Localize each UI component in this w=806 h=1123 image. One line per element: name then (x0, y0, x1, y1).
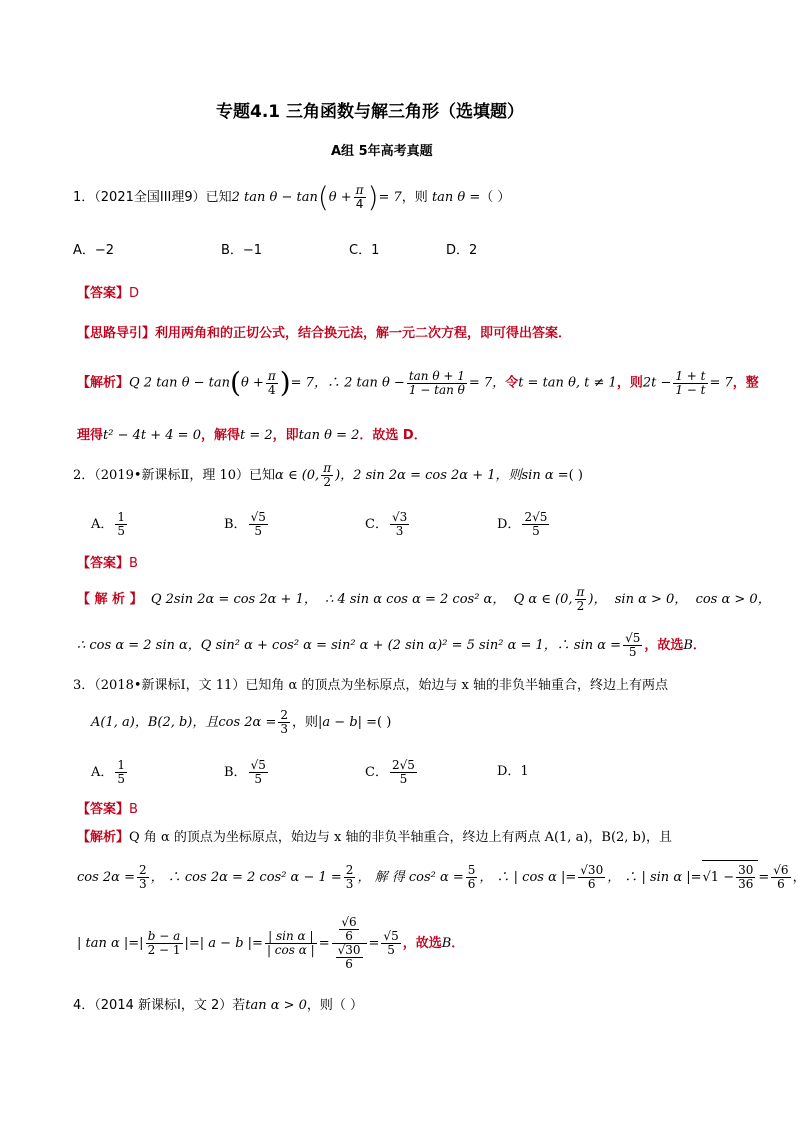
q3-answer: 【答案】B (77, 802, 138, 817)
q3-option-a[interactable]: A． $\frac{1}{5}$ (91, 758, 126, 786)
q3-stem-line1: 3．（2018•新课标Ⅰ，文 11）已知角 α 的顶点为坐标原点，始边与 x 轴的非负半轴重合，终边上有两点 (73, 678, 668, 693)
section-subtitle: A组 5年高考真题 (331, 144, 433, 159)
q1-answer-value: D (129, 286, 140, 301)
q3-stem-line2: A(1, a)，B(2, b)，且cos 2α = $\frac{2}{3}$ ，则|a − b| =( ) (91, 708, 392, 736)
page-title: 专题4.1 三角函数与解三角形（选填题） (216, 102, 525, 122)
q3-option-c[interactable]: C． $\frac{2√5}{5}$ (365, 758, 415, 786)
q4-stem: 4．（2014 新课标Ⅰ，文 2）若tan α > 0，则（ ） (73, 998, 364, 1013)
q1-answer (77, 286, 139, 302)
q3-option-d[interactable]: D．1 (497, 764, 529, 779)
q2-option-b[interactable]: B． $\frac{√5}{5}$ (224, 510, 266, 538)
q1-option-b[interactable]: B．−1 (221, 243, 263, 258)
q1-suffix: ，则 (401, 190, 428, 205)
q1-eq-right: = 7 (378, 190, 402, 205)
q2-answer: 【答案】B (77, 556, 138, 571)
q1-option-d[interactable]: D．2 (446, 243, 478, 258)
q1-lparen: ( (317, 180, 329, 214)
q1-hint-text: 利用两角和的正切公式，结合换元法，解一元二次方程，即可得出答案． (155, 326, 572, 341)
q1-solution-line1: 【解析】Q 2 tan θ − tan(θ + $\frac{\pi}{4}$ )= 7，∴ 2 tan θ − $\frac{\text{tan θ + 1}}{\text{1 − tan θ}}$ = 7，令t = tan θ, t ≠ 1，则2t − $\frac{1 + t}{1 - t}$ = 7，整 (77, 366, 759, 399)
q1-eq-left: 2 tan θ − tan (231, 190, 318, 205)
q1-hint-label: 【思路导引】 (77, 326, 156, 341)
q1-rparen: ) (367, 180, 379, 214)
q2-option-c[interactable]: C． $\frac{√3}{3}$ (365, 510, 408, 538)
q2-option-d[interactable]: D． $\frac{2√5}{5}$ (497, 510, 548, 538)
q1-frac: $\frac{\pi}{4}$ (355, 183, 364, 211)
compound-fraction: $\frac{\frac{√6}{6}}{\frac{√30}{6}}$ (332, 916, 367, 971)
q1-option-c[interactable]: C．1 (349, 243, 380, 258)
q1-blank: （ ） (480, 190, 511, 205)
q1-option-a[interactable]: A．−2 (73, 243, 115, 258)
q1-hint (77, 326, 571, 342)
q1-paren-a: θ + (328, 190, 352, 205)
q2-solution-line1: 【 解 析 】 Q 2sin 2α = cos 2α + 1， ∴ 4 sin α cos α = 2 cos² α， Q α ∈ (0, $\frac{\pi}{2}$ )， sin α > 0， cos α > 0， (77, 585, 771, 613)
q1-sol-label: 【解析】 (77, 375, 130, 391)
q3-solution-line3: | tan α |=| $\frac{b - a}{2 - 1}$ |=| a − b |= $\frac{\text{| sin α |}}{\text{| cos α |}}$ = $\frac{\frac{√6}{6}}{\frac{√30}{6}}$ = $\frac{√5}{5}$ ，故选B． (77, 915, 465, 971)
q3-option-b[interactable]: B． $\frac{√5}{5}$ (224, 758, 266, 786)
q1-answer-label: 【答案】 (77, 286, 130, 301)
q2-stem: 2．（2019•新课标Ⅱ，理 10）已知α ∈ (0, $\frac{\pi}{2}$ )，2 sin 2α = cos 2α + 1，则sin α =( ) (73, 461, 583, 489)
sqrt-sign: √1 − $\frac{30}{36}$ (702, 860, 759, 895)
q1-ask: tan θ = (431, 190, 481, 205)
q1-prefix: 1．（2021全国III理9）已知 (73, 190, 232, 205)
q2-solution-line2: ∴ cos α = 2 sin α，Q sin² α + cos² α = sin² α + (2 sin α)² = 5 sin² α = 1，∴ sin α = $\frac{√5}{5}$ ，故选B． (77, 631, 706, 659)
q1-solution-line2: 理得t² − 4t + 4 = 0，解得t = 2，即tan θ = 2．故选 D． (77, 428, 427, 443)
q1-stem (73, 180, 511, 214)
q3-solution-line1: 【解析】Q 角 α 的顶点为坐标原点，始边与 x 轴的非负半轴重合，终边上有两点 A(1, a)，B(2, b)，且 (77, 830, 672, 845)
q1-sol-frac: $\frac{\text{tan θ + 1}}{\text{1 − tan θ}}$ (408, 368, 465, 397)
q2-option-a[interactable]: A． $\frac{1}{5}$ (91, 510, 126, 538)
q3-solution-line2: cos 2α = $\frac{2}{3}$ ， ∴ cos 2α = 2 cos² α − 1 = $\frac{2}{3}$ ， 解 得 cos² α = $\frac{5}{6}$ ， ∴ | cos α |= $\frac{√30}{6}$ ， ∴ | sin α |=√1 − $\frac{30}{36}$ = $\frac{√6}{6}$ ， (77, 860, 806, 895)
